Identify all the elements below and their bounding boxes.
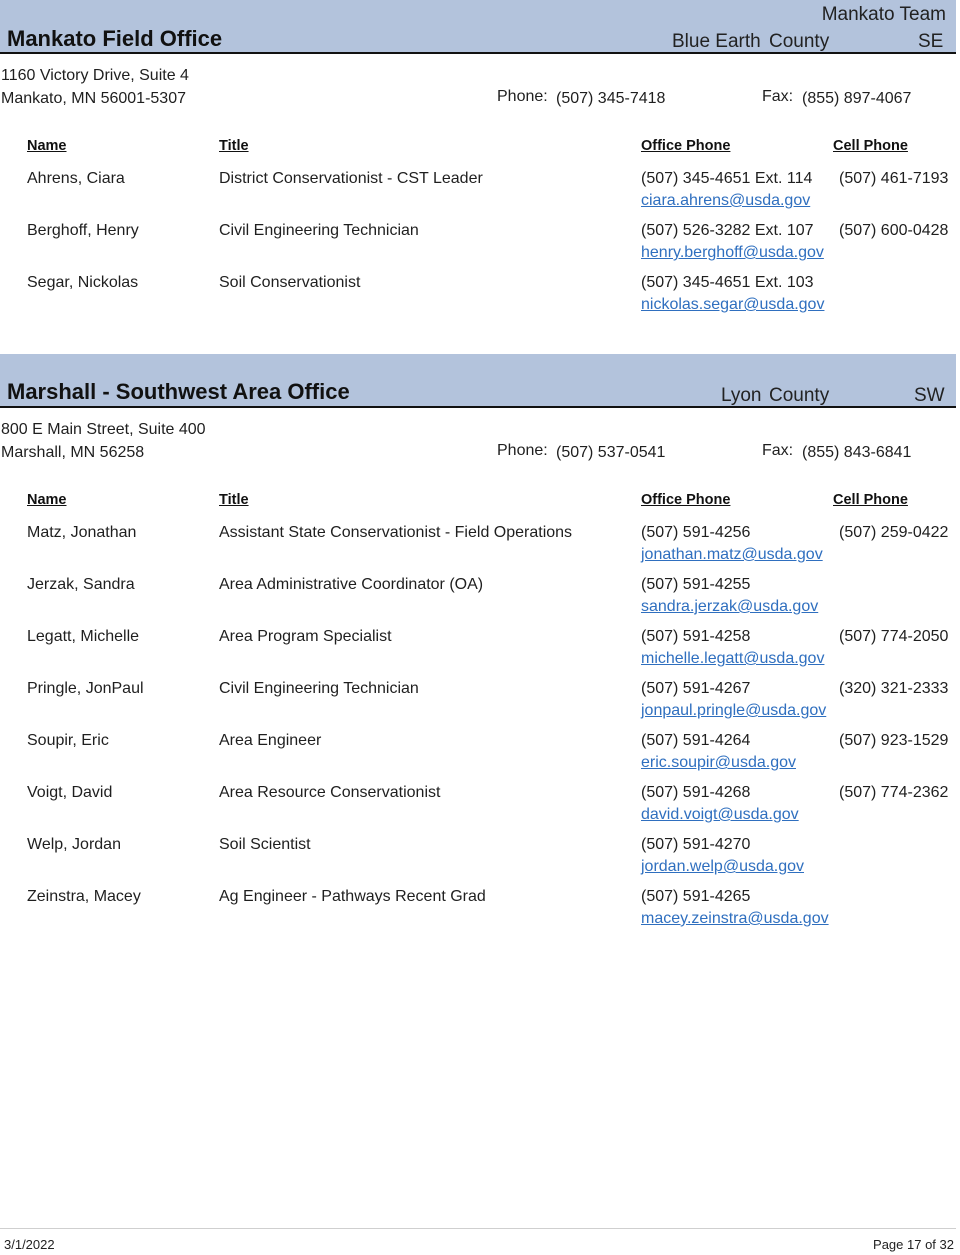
staff-name: Jerzak, Sandra: [27, 576, 135, 593]
staff-office-phone: (507) 345-4651 Ext. 114: [641, 170, 813, 187]
staff-name: Matz, Jonathan: [27, 524, 137, 541]
staff-title: Civil Engineering Technician: [219, 680, 419, 697]
column-header-title: Title: [219, 492, 249, 508]
address-line-2: Marshall, MN 56258: [1, 444, 145, 461]
staff-title: Assistant State Conservationist - Field Operations: [219, 524, 573, 541]
office-fax: (855) 897-4067: [802, 90, 912, 107]
office-fax: (855) 843-6841: [802, 444, 912, 461]
office-phone: (507) 537-0541: [556, 444, 666, 461]
staff-cell-phone: (507) 259-0422: [839, 524, 949, 541]
staff-email-link[interactable]: david.voigt@usda.gov: [641, 806, 799, 823]
staff-title: Area Administrative Coordinator (OA): [219, 576, 484, 593]
fax-label: Fax:: [762, 442, 794, 459]
staff-office-phone: (507) 345-4651 Ext. 103: [641, 274, 814, 291]
staff-name: Legatt, Michelle: [27, 628, 140, 645]
column-header-title: Title: [219, 138, 249, 154]
staff-email-link[interactable]: jonathan.matz@usda.gov: [641, 546, 823, 563]
county-word: County: [769, 31, 830, 52]
staff-name: Ahrens, Ciara: [27, 170, 125, 187]
staff-name: Voigt, David: [27, 784, 113, 801]
staff-email-link[interactable]: henry.berghoff@usda.gov: [641, 244, 824, 261]
staff-name: Soupir, Eric: [27, 732, 109, 749]
staff-office-phone: (507) 591-4267: [641, 680, 751, 697]
region-code: SE: [918, 31, 944, 52]
staff-name: Berghoff, Henry: [27, 222, 139, 239]
staff-name: Zeinstra, Macey: [27, 888, 141, 905]
staff-email-link[interactable]: jordan.welp@usda.gov: [641, 858, 805, 875]
staff-email-link[interactable]: michelle.legatt@usda.gov: [641, 650, 825, 667]
staff-title: Area Engineer: [219, 732, 322, 749]
fax-label: Fax:: [762, 88, 794, 105]
staff-title: District Conservationist - CST Leader: [219, 170, 483, 187]
county-name: Blue Earth: [672, 31, 761, 52]
staff-title: Ag Engineer - Pathways Recent Grad: [219, 888, 486, 905]
staff-title: Area Resource Conservationist: [219, 784, 441, 801]
staff-office-phone: (507) 591-4270: [641, 836, 751, 853]
staff-email-link[interactable]: nickolas.segar@usda.gov: [641, 296, 825, 313]
address-line-2: Mankato, MN 56001-5307: [1, 90, 186, 107]
staff-cell-phone: (507) 774-2050: [839, 628, 949, 645]
county-word: County: [769, 385, 830, 406]
staff-name: Segar, Nickolas: [27, 274, 139, 291]
staff-office-phone: (507) 591-4256: [641, 524, 751, 541]
footer-date: 3/1/2022: [4, 1237, 55, 1252]
staff-cell-phone: (320) 321-2333: [839, 680, 949, 697]
staff-office-phone: (507) 591-4268: [641, 784, 751, 801]
footer-page-number: Page 17 of 32: [873, 1237, 954, 1252]
staff-title: Civil Engineering Technician: [219, 222, 419, 239]
office-name: Mankato Field Office: [7, 26, 223, 51]
staff-email-link[interactable]: eric.soupir@usda.gov: [641, 754, 796, 771]
staff-email-link[interactable]: macey.zeinstra@usda.gov: [641, 910, 829, 927]
staff-office-phone: (507) 526-3282 Ext. 107: [641, 222, 814, 239]
address-line-1: 800 E Main Street, Suite 400: [1, 421, 206, 438]
staff-email-link[interactable]: ciara.ahrens@usda.gov: [641, 192, 811, 209]
staff-email-link[interactable]: jonpaul.pringle@usda.gov: [641, 702, 827, 719]
column-header-cell-phone: Cell Phone: [833, 492, 908, 508]
staff-name: Pringle, JonPaul: [27, 680, 144, 697]
staff-name: Welp, Jordan: [27, 836, 121, 853]
staff-title: Soil Conservationist: [219, 274, 361, 291]
column-header-name: Name: [27, 138, 67, 154]
address-line-1: 1160 Victory Drive, Suite 4: [1, 67, 189, 84]
staff-cell-phone: (507) 461-7193: [839, 170, 949, 187]
staff-cell-phone: (507) 600-0428: [839, 222, 949, 239]
footer-divider: [0, 1228, 956, 1229]
staff-title: Area Program Specialist: [219, 628, 392, 645]
staff-email-link[interactable]: sandra.jerzak@usda.gov: [641, 598, 819, 615]
office-phone: (507) 345-7418: [556, 90, 666, 107]
staff-office-phone: (507) 591-4258: [641, 628, 751, 645]
phone-label: Phone:: [497, 442, 548, 459]
phone-label: Phone:: [497, 88, 548, 105]
staff-cell-phone: (507) 774-2362: [839, 784, 949, 801]
region-code: SW: [914, 385, 945, 406]
column-header-office-phone: Office Phone: [641, 138, 731, 154]
staff-title: Soil Scientist: [219, 836, 311, 853]
staff-cell-phone: (507) 923-1529: [839, 732, 949, 749]
county-name: Lyon: [721, 385, 762, 406]
staff-office-phone: (507) 591-4264: [641, 732, 751, 749]
column-header-office-phone: Office Phone: [641, 492, 731, 508]
team-name: Mankato Team: [821, 4, 946, 25]
staff-office-phone: (507) 591-4265: [641, 888, 751, 905]
staff-office-phone: (507) 591-4255: [641, 576, 751, 593]
office-name: Marshall - Southwest Area Office: [7, 379, 350, 404]
column-header-name: Name: [27, 492, 67, 508]
column-header-cell-phone: Cell Phone: [833, 138, 908, 154]
